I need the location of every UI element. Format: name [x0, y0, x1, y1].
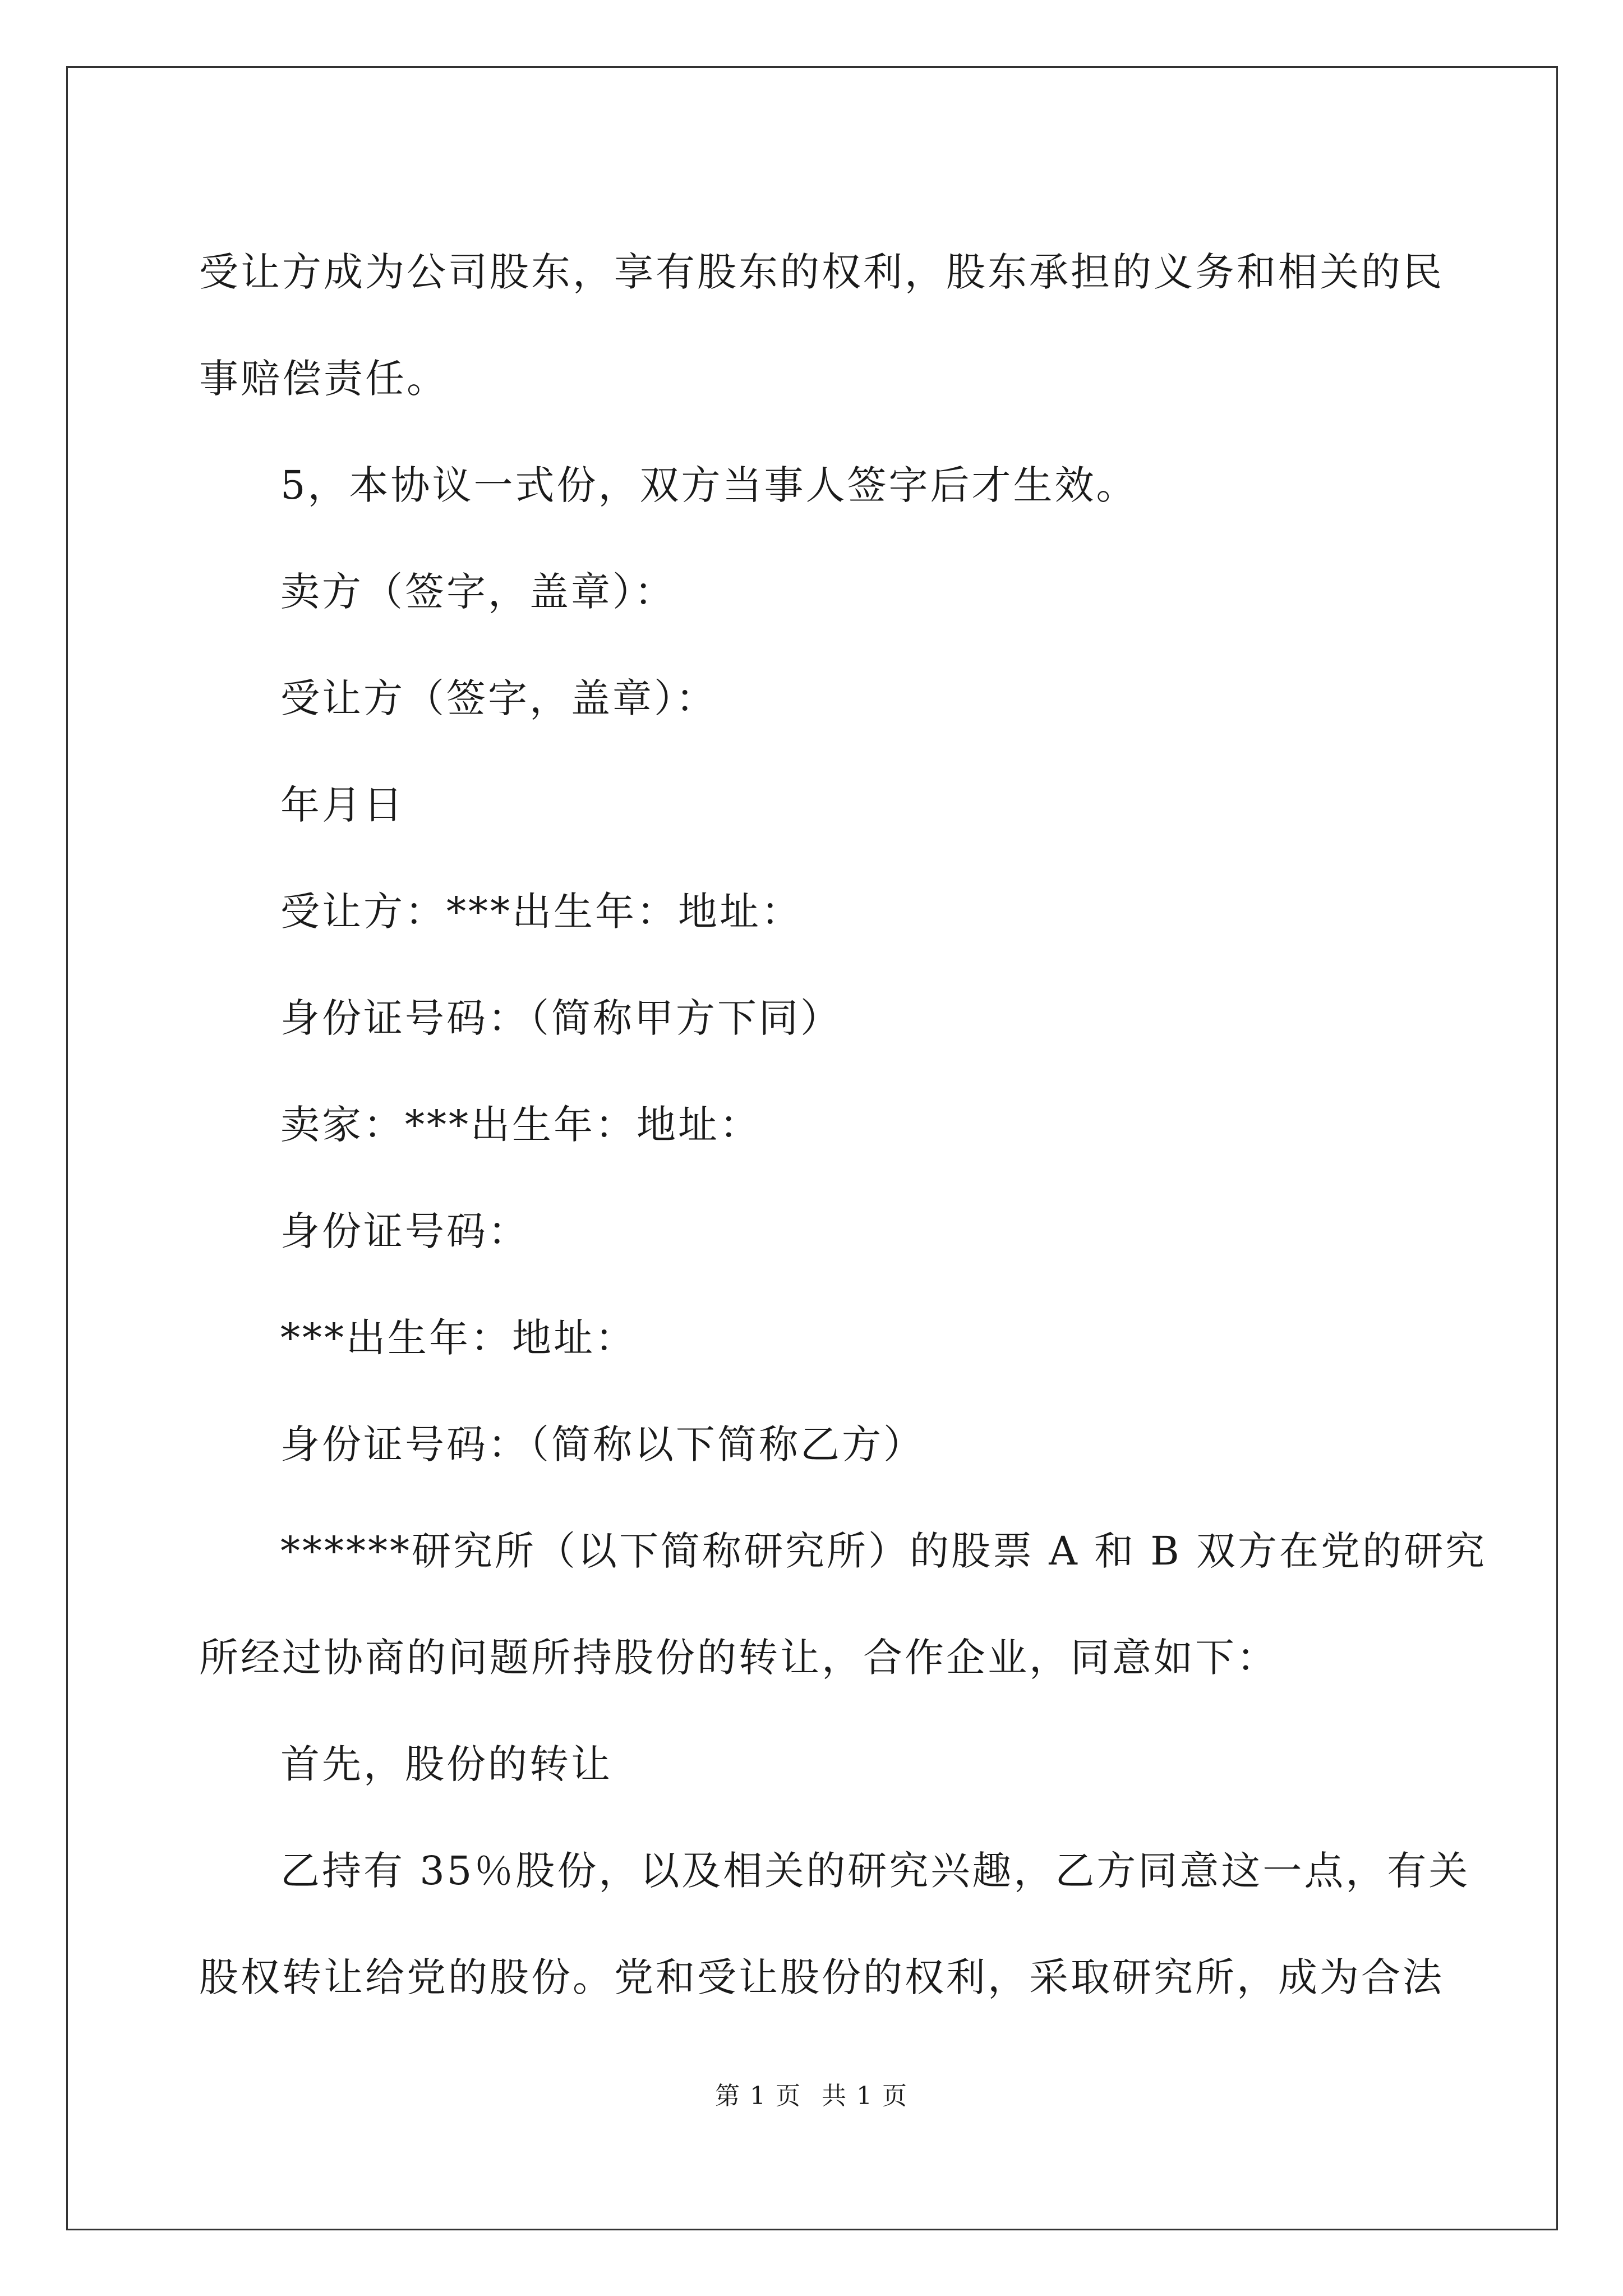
- paragraph-line: 年月日: [280, 782, 405, 828]
- paragraph-line: 卖家：***出生年：地址：: [280, 1102, 761, 1148]
- paragraph-line: 受让方（签字，盖章）：: [280, 675, 717, 721]
- page-total: 共 1 页: [822, 2082, 908, 2110]
- paragraph-line: 身份证号码：: [280, 1208, 529, 1254]
- paragraph-line: ******研究所（以下简称研究所）的股票 A 和 B 双方在党的研究: [280, 1528, 1487, 1574]
- paragraph-line: ***出生年：地址：: [280, 1315, 637, 1361]
- paragraph-line: 身份证号码：（简称以下简称乙方）: [280, 1421, 925, 1467]
- document-body: [199, 219, 1487, 2031]
- paragraph-line: 乙持有 35％股份，以及相关的研究兴趣，乙方同意这一点，有关: [280, 1848, 1470, 1894]
- paragraph-line: 事赔偿责任。: [199, 356, 448, 402]
- paragraph-line: 股权转让给党的股份。党和受让股份的权利，采取研究所，成为合法: [199, 1954, 1444, 2000]
- paragraph-line: 所经过协商的问题所持股份的转让，合作企业，同意如下：: [199, 1635, 1278, 1681]
- paragraph-line: 身份证号码：（简称甲方下同）: [280, 995, 842, 1041]
- page-footer: [0, 2076, 1623, 2111]
- paragraph-line: 首先，股份的转让: [280, 1741, 612, 1787]
- paragraph-line: 受让方成为公司股东，享有股东的权利，股东承担的义务和相关的民: [199, 249, 1444, 295]
- paragraph-line: 受让方：***出生年：地址：: [280, 889, 803, 935]
- page-number: 第 1 页: [715, 2082, 801, 2110]
- paragraph-line: 卖方（签字，盖章）：: [280, 569, 676, 615]
- paragraph-line: 5，本协议一式份，双方当事人签字后才生效。: [280, 462, 1138, 508]
